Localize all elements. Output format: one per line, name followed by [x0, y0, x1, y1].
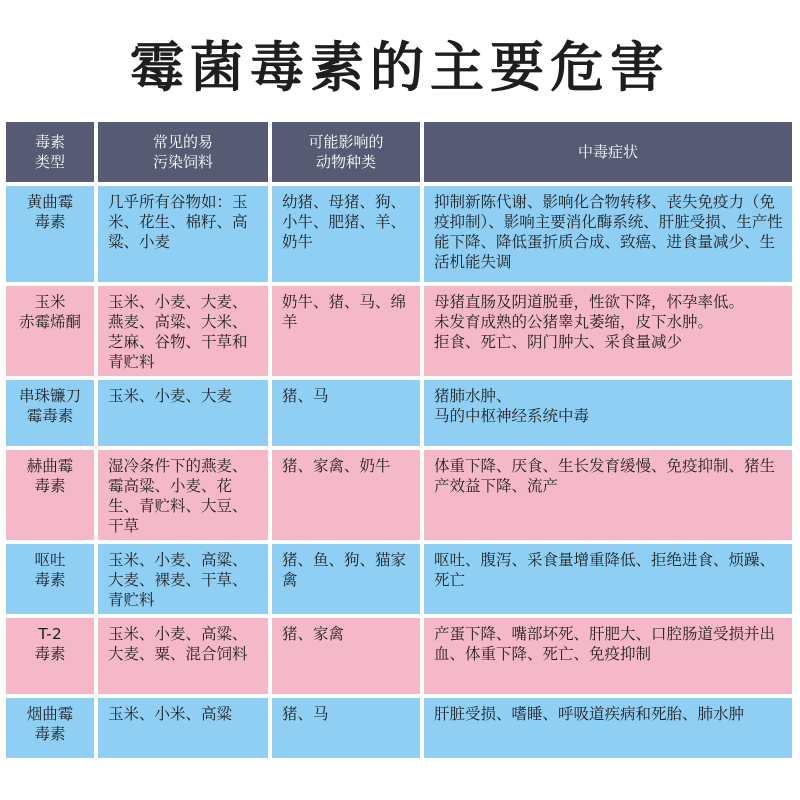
row-zearalenone-toxin: 玉米 赤霉烯酮: [6, 286, 94, 376]
row-zearalenone-symptoms: 母猪直肠及阴道脱垂，性欲下降，怀孕率低。 未发育成熟的公猪睾丸萎缩，皮下水肿。 拒食、死亡、阴门肿大、采食量减少: [424, 286, 792, 376]
header-feeds: [98, 122, 268, 182]
row-vomitoxin-toxin: 呕吐 毒素: [6, 544, 94, 614]
header-toxin-type-label: 毒素 类型: [34, 133, 65, 171]
row-t2-animals: 猪、家禽: [272, 618, 420, 694]
row-fumonisin-animals: 猪、马: [272, 380, 420, 446]
row-fumigaclavine-feeds: 玉米、小米、高粱: [98, 698, 268, 758]
header-animals-label: 可能影响的 动物种类: [308, 133, 384, 171]
header-toxin-type: [6, 122, 94, 182]
row-vomitoxin-symptoms: 呕吐、腹泻、采食量增重降低、拒绝进食、烦躁、死亡: [424, 544, 792, 614]
row-vomitoxin-animals: 猪、鱼、狗、猫家禽: [272, 544, 420, 614]
row-ochratoxin-feeds: 湿冷条件下的燕麦、霉高粱、小麦、花生、青贮料、大豆、干草: [98, 450, 268, 540]
row-t2-toxin: T-2 毒素: [6, 618, 94, 694]
row-t2-feeds: 玉米、小麦、高粱、大麦、粟、混合饲料: [98, 618, 268, 694]
row-ochratoxin-symptoms: 体重下降、厌食、生长发育缓慢、免疫抑制、猪生产效益下降、流产: [424, 450, 792, 540]
row-vomitoxin-feeds: 玉米、小麦、高粱、大麦、裸麦、干草、青贮料: [98, 544, 268, 614]
row-ochratoxin-animals: 猪、家禽、奶牛: [272, 450, 420, 540]
row-aflatoxin-feeds: 几乎所有谷物如：玉米、花生、棉籽、高粱、小麦: [98, 186, 268, 282]
header-symptoms: [424, 122, 792, 182]
row-fumigaclavine-toxin: 烟曲霉 毒素: [6, 698, 94, 758]
row-fumonisin-feeds: 玉米、小麦、大麦: [98, 380, 268, 446]
row-fumigaclavine-symptoms: 肝脏受损、嗜睡、呼吸道疾病和死胎、肺水肿: [424, 698, 792, 758]
row-aflatoxin-toxin: 黄曲霉 毒素: [6, 186, 94, 282]
row-aflatoxin-animals: 幼猪、母猪、狗、小牛、肥猪、羊、奶牛: [272, 186, 420, 282]
mycotoxin-table: [6, 122, 792, 762]
row-zearalenone-feeds: 玉米、小麦、大麦、燕麦、高粱、大米、芝麻、谷物、干草和青贮料: [98, 286, 268, 376]
header-animals: [272, 122, 420, 182]
header-feeds-label: 常见的易 污染饲料: [152, 133, 213, 171]
header-symptoms-label: 中毒症状: [577, 143, 638, 161]
row-zearalenone-animals: 奶牛、猪、马、绵羊: [272, 286, 420, 376]
row-fumonisin-toxin: 串珠镰刀 霉毒素: [6, 380, 94, 446]
row-fumigaclavine-animals: 猪、马: [272, 698, 420, 758]
row-aflatoxin-symptoms: 抑制新陈代谢、影响化合物转移、丧失免疫力（免疫抑制）、影响主要消化酶系统、肝脏受损、生产性能下降、降低蛋折质合成、致癌、进食量减少、生活机能失调: [424, 186, 792, 282]
row-ochratoxin-toxin: 赫曲霉 毒素: [6, 450, 94, 540]
row-t2-symptoms: 产蛋下降、嘴部坏死、肝肥大、口腔肠道受损并出血、体重下降、死亡、免疫抑制: [424, 618, 792, 694]
row-fumonisin-symptoms: 猪肺水肿、 马的中枢神经系统中毒: [424, 380, 792, 446]
page-title: 霉菌毒素的主要危害: [130, 36, 670, 99]
